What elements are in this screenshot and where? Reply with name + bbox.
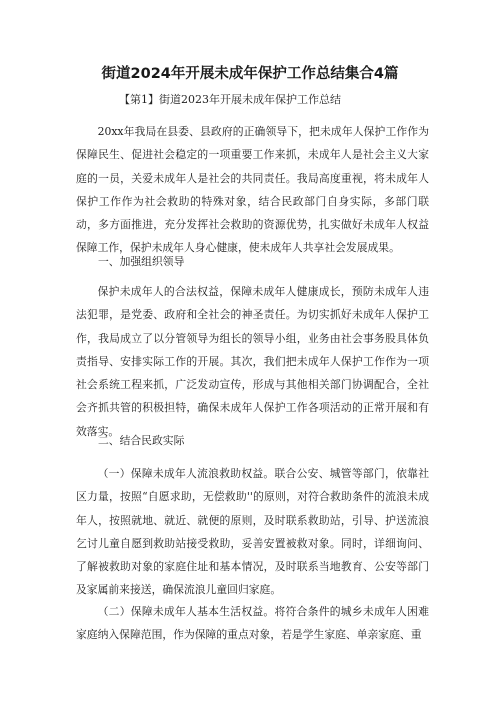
document-title: 街道2024年开展未成年保护工作总结集合4篇 — [101, 66, 399, 82]
intro-paragraph: 20xx年我局在县委、县政府的正确领导下，把未成年人保护工作作为保障民生、促进社会稳定的一项重要工作来抓，未成年人是社会主义大家庭的一员，关爱未成年人是社会的共同责任。我局高度重视，将未成年人保护工作作为社会救助的特殊对象，结合民政部门自身实际，多部门联动，多方面推进，充分发挥社会救助的资源优势，扎实做好未成年人权益保障工作，保护未成年人身心健康，使未成年人共享社会发展成果。 — [76, 125, 429, 255]
section-1-paragraph: 保护未成年人的合法权益，保障未成年人健康成长，预防未成年人违法犯罪，是党委、政府和全社会的神圣责任。为切实抓好未成年人保护工作，我局成立了以分管领导为组长的领导小组，业务由社会事务股具体负责指导、安排实际工作的开展。其次，我们把未成年人保护工作作为一项社会系统工程来抓，广泛发动宣传，形成与其他相关部门协调配合，全社会齐抓共管的积极担特，确保未成年人保护工作各项活动的正常开展和有效落实。 — [76, 285, 429, 438]
section-2b-paragraph: （二）保障未成年人基本生活权益。将符合条件的城乡未成年人困难家庭纳入保障范围，作为保障的重点对象，若是学生家庭、单亲家庭、重 — [76, 605, 429, 642]
section-2-paragraph: （一）保障未成年人流浪救助权益。联合公安、城管等部门，依靠社区力量，按照“自愿求助，无偿救助''的原则，对符合救助条件的流浪未成年人，按照就地、就近、就便的原则，及时联系救助站，引导、护送流浪乞讨儿童自愿到救助站接受救助，妥善安置被救对象。同时，详细询问、了解被救助对象的家庭住址和基本情况，及时联系当地教育、公安等部门及家属前来接送，确保流浪儿童回归家庭。 — [76, 467, 429, 597]
section-heading-2: 二、结合民政实际 — [98, 434, 185, 447]
section-heading-1: 一、加强组织领导 — [98, 255, 185, 268]
document-subtitle: 【第1】街道2023年开展未成年保护工作总结 — [119, 93, 341, 106]
